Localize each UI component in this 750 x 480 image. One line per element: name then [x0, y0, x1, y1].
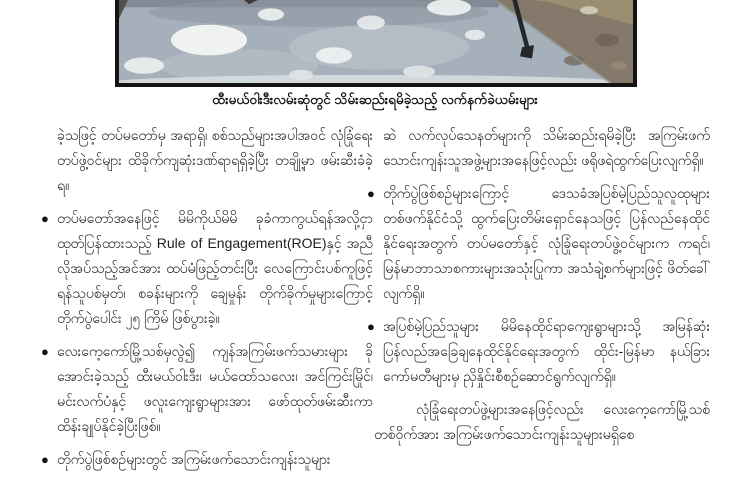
bullet-text: လေးကေ့ကော်မြို့သစ်မှလွဲ၍ ကျန်အကြမ်းဖက်သမားများ ခိုအောင်းခဲ့သည့် ထီးမယ်ဝါးဒီး၊ မယ်ထော်သလေး၊ အင်ကြင်းမြိုင်၊ မင်းလက်ပံနှင့် ဖလူးကျေးရွာများအား ဖော်ထုတ်ဖမ်းဆီးကာ ထိန်းချုပ်နိုင်ခဲ့ပြီးဖြစ်။	[57, 343, 373, 434]
bullet-text: တိုက်ပွဲဖြစ်စဉ်များကြောင့် ဒေသခံအပြစ်မဲ့ပြည်သူလူထုများ တစ်ဖက်နိုင်ငံသို့ ထွက်ပြေးတိမ်းရှောင်နေသဖြင့် ပြန်လည်နေထိုင်နိုင်ရေးအတွက် တပ်မတော်နှင့် လုံခြုံရေးတပ်ဖွဲ့ဝင်များက ကရင်၊ မြန်မာဘာသာစကားများအသုံးပြုကာ အသံချဲ့စက်များဖြင့် ဖိတ်ခေါ်လျက်ရှိ။	[383, 185, 710, 301]
right-column	[367, 123, 710, 455]
paragraph: လုံခြုံရေးတပ်ဖွဲ့များအနေဖြင့်လည်း လေးကေ့ကော်မြို့သစ်တစ်ဝိုက်အား အကြမ်းဖက်သောင်းကျန်းသူများမရှိစေ	[374, 401, 710, 442]
paragraph-continuation: ဆဲ လက်လုပ်သေနတ်များကို သိမ်းဆည်းရမိခဲ့ပြီး အကြမ်းဖက်သောင်းကျန်းသူအဖွဲ့များအနေဖြင့်လည်း ဖရိုဖရဲထွက်ပြေးလျက်ရှိ။	[383, 127, 710, 168]
bullet-text: တပ်မတော်အနေဖြင့် မိမိကိုယ်မိမိ ခုခံကာကွယ်ရန်အလို့ငှာ ထုတ်ပြန်ထားသည့် Rule of Engagement(ROE)နှင့် အညီ လိုအပ်သည့်အင်အား ထပ်မံဖြည့်တင်းပြီး လေကြောင်းပစ်ကူဖြင့် ရန်သူပစ်မှတ်၊ စခန်းများကို ချေမှုန်း တိုက်ခိုက်မှုများကြောင့် တိုက်ပွဲပေါင်း ၂၅ ကြိမ် ဖြစ်ပွားခဲ့။	[57, 210, 373, 326]
left-column	[41, 123, 373, 480]
bullet-item	[367, 181, 710, 306]
bullet-icon: ●	[41, 452, 49, 467]
article-photo	[115, 0, 637, 87]
bullet-icon: ●	[367, 319, 375, 334]
bullet-item	[41, 339, 373, 439]
paragraph-continuation: ခဲ့သဖြင့် တပ်မတော်မှ အရာရှိ၊ စစ်သည်များအပါအဝင် လုံခြုံရေးတပ်ဖွဲ့ဝင်များ ထိခိုက်ကျဆုံးဒဏ်ရာရရှိခဲ့ပြီး တချို့မှာ ဖမ်းဆီးခံခဲ့ရ။	[57, 127, 373, 193]
bullet-text: တိုက်ပွဲဖြစ်စဉ်များတွင် အကြမ်းဖက်သောင်းကျန်းသူများ	[57, 451, 331, 467]
photo-image	[119, 0, 633, 83]
bullet-icon: ●	[41, 344, 49, 359]
bullet-icon: ●	[41, 211, 49, 226]
bullet-item	[41, 206, 373, 331]
bullet-item	[367, 314, 710, 389]
photo-caption: ထီးမယ်ဝါးဒီးလမ်းဆုံတွင် သိမ်းဆည်းရမိခဲ့သည့် လက်နက်ခဲယမ်းများ	[212, 92, 538, 107]
bullet-text: အပြစ်မဲ့ပြည်သူများ မိမိနေထိုင်ရာကျေးရွာများသို့ အမြန်ဆုံး ပြန်လည်အခြေချနေထိုင်နိုင်ရေးအတွက် ထိုင်း-မြန်မာ နယ်ခြားကော်မတီများမှ ညှိနှိုင်းစီစဉ်ဆောင်ရွက်လျက်ရှိ။	[383, 318, 710, 384]
bullet-icon: ●	[367, 186, 375, 201]
